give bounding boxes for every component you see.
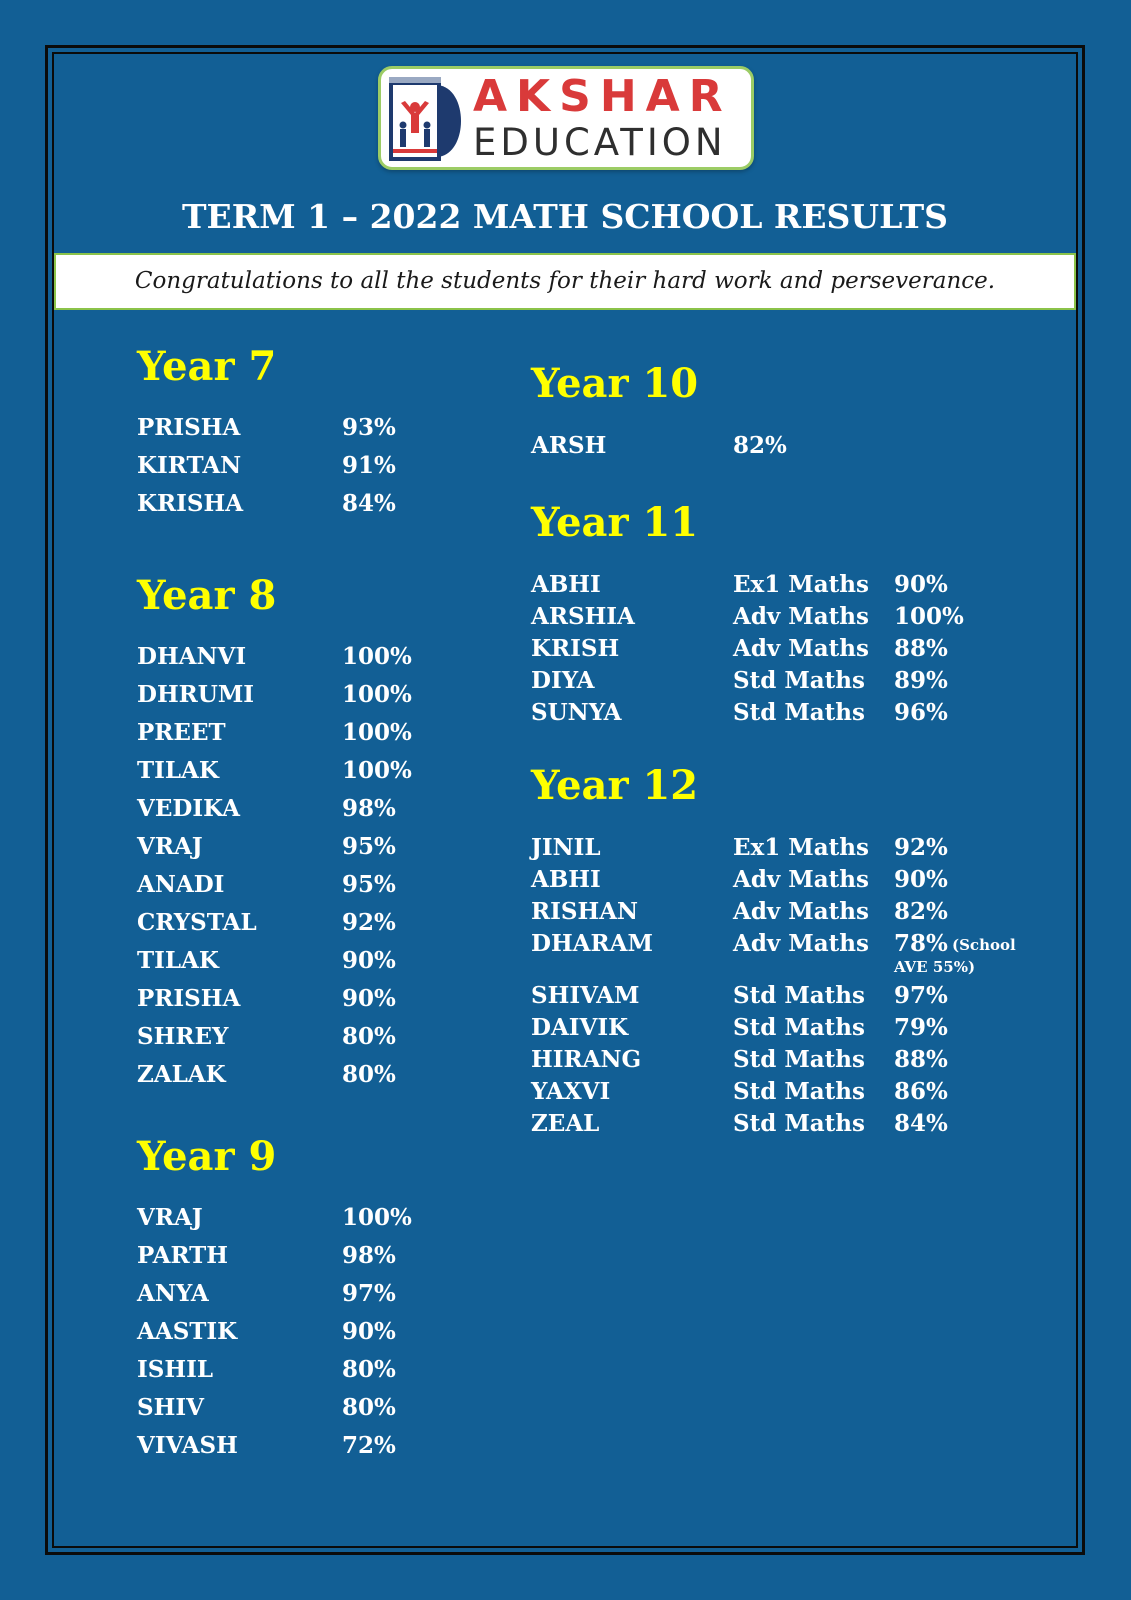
student-name: ABHI <box>531 866 601 893</box>
course-name: Std Maths <box>733 982 865 1009</box>
student-name: KIRTAN <box>137 452 242 479</box>
student-score: 79% <box>894 1014 948 1041</box>
student-name: ABHI <box>531 571 601 598</box>
student-name: SHREY <box>137 1023 229 1050</box>
year-7-heading: Year 7 <box>137 343 277 390</box>
student-name: DAIVIK <box>531 1014 629 1041</box>
school-average-note: AVE 55%) <box>894 958 976 976</box>
student-score: 88% <box>894 635 948 662</box>
student-name: KRISH <box>531 635 620 662</box>
course-name: Ex1 Maths <box>733 834 869 861</box>
student-score: 92% <box>894 834 948 861</box>
student-score: 97% <box>342 1280 396 1307</box>
student-name: ARSH <box>531 432 607 459</box>
year-10-heading: Year 10 <box>531 360 699 407</box>
student-score: 90% <box>894 571 948 598</box>
student-score: 92% <box>342 909 396 936</box>
course-name: Adv Maths <box>733 603 869 630</box>
student-name: ZALAK <box>137 1061 226 1088</box>
student-score: 80% <box>342 1356 396 1383</box>
brand-name: AKSHAR <box>473 71 732 122</box>
student-name: ANADI <box>137 871 225 898</box>
student-name: TILAK <box>137 947 219 974</box>
student-name: DHARAM <box>531 930 653 957</box>
student-score: 100% <box>342 643 412 670</box>
student-name: SHIV <box>137 1394 204 1421</box>
student-score: 98% <box>342 795 396 822</box>
course-name: Std Maths <box>733 1014 865 1041</box>
student-name: ISHIL <box>137 1356 214 1383</box>
student-name: CRYSTAL <box>137 909 257 936</box>
student-name: VIVASH <box>137 1432 238 1459</box>
student-score: 90% <box>894 866 948 893</box>
course-name: Ex1 Maths <box>733 571 869 598</box>
student-score: 80% <box>342 1394 396 1421</box>
student-score: 82% <box>894 898 948 925</box>
course-name: Adv Maths <box>733 898 869 925</box>
book-people-icon <box>387 73 473 165</box>
course-name: Std Maths <box>733 1078 865 1105</box>
student-score: 90% <box>342 985 396 1012</box>
student-score: 84% <box>342 490 396 517</box>
student-name: SUNYA <box>531 699 622 726</box>
student-score: 90% <box>342 947 396 974</box>
course-name: Std Maths <box>733 667 865 694</box>
year-8-heading: Year 8 <box>137 572 277 619</box>
student-score: 98% <box>342 1242 396 1269</box>
course-name: Std Maths <box>733 1110 865 1137</box>
course-name: Std Maths <box>733 699 865 726</box>
akshar-education-logo <box>378 66 754 170</box>
student-score: 100% <box>894 603 964 630</box>
student-score: 90% <box>342 1318 396 1345</box>
student-score: 100% <box>342 681 412 708</box>
student-name: JINIL <box>531 834 601 861</box>
student-name: VRAJ <box>137 833 203 860</box>
course-name: Adv Maths <box>733 635 869 662</box>
congratulations-banner: Congratulations to all the students for their hard work and perseverance. <box>54 253 1076 310</box>
student-name: DHANVI <box>137 643 247 670</box>
student-name: PRISHA <box>137 414 241 441</box>
school-average-note: (School <box>952 936 1016 954</box>
student-score: 89% <box>894 667 948 694</box>
student-score: 95% <box>342 871 396 898</box>
year-11-heading: Year 11 <box>531 499 699 546</box>
student-score: 78% <box>894 930 948 957</box>
course-name: Std Maths <box>733 1046 865 1073</box>
course-name: Adv Maths <box>733 930 869 957</box>
student-name: HIRANG <box>531 1046 642 1073</box>
student-name: KRISHA <box>137 490 244 517</box>
student-name: YAXVI <box>531 1078 611 1105</box>
student-score: 100% <box>342 719 412 746</box>
student-score: 100% <box>342 757 412 784</box>
student-name: ARSHIA <box>531 603 635 630</box>
student-name: RISHAN <box>531 898 639 925</box>
student-name: PREET <box>137 719 226 746</box>
student-score: 82% <box>733 432 787 459</box>
student-score: 86% <box>894 1078 948 1105</box>
student-score: 95% <box>342 833 396 860</box>
year-12-heading: Year 12 <box>531 762 699 809</box>
student-score: 100% <box>342 1204 412 1231</box>
student-name: PARTH <box>137 1242 229 1269</box>
student-name: VRAJ <box>137 1204 203 1231</box>
course-name: Adv Maths <box>733 866 869 893</box>
student-score: 72% <box>342 1432 396 1459</box>
student-name: DHRUMI <box>137 681 255 708</box>
student-score: 88% <box>894 1046 948 1073</box>
student-score: 97% <box>894 982 948 1009</box>
student-score: 80% <box>342 1023 396 1050</box>
student-name: VEDIKA <box>137 795 240 822</box>
brand-subtitle: EDUCATION <box>473 121 727 164</box>
student-name: ANYA <box>137 1280 209 1307</box>
student-name: SHIVAM <box>531 982 640 1009</box>
student-score: 93% <box>342 414 396 441</box>
student-name: PRISHA <box>137 985 241 1012</box>
year-9-heading: Year 9 <box>137 1133 277 1180</box>
student-score: 91% <box>342 452 396 479</box>
page-title: TERM 1 – 2022 MATH SCHOOL RESULTS <box>181 197 949 236</box>
student-score: 80% <box>342 1061 396 1088</box>
student-name: AASTIK <box>137 1318 238 1345</box>
student-name: TILAK <box>137 757 219 784</box>
student-name: DIYA <box>531 667 595 694</box>
student-score: 96% <box>894 699 948 726</box>
student-name: ZEAL <box>531 1110 600 1137</box>
student-score: 84% <box>894 1110 948 1137</box>
